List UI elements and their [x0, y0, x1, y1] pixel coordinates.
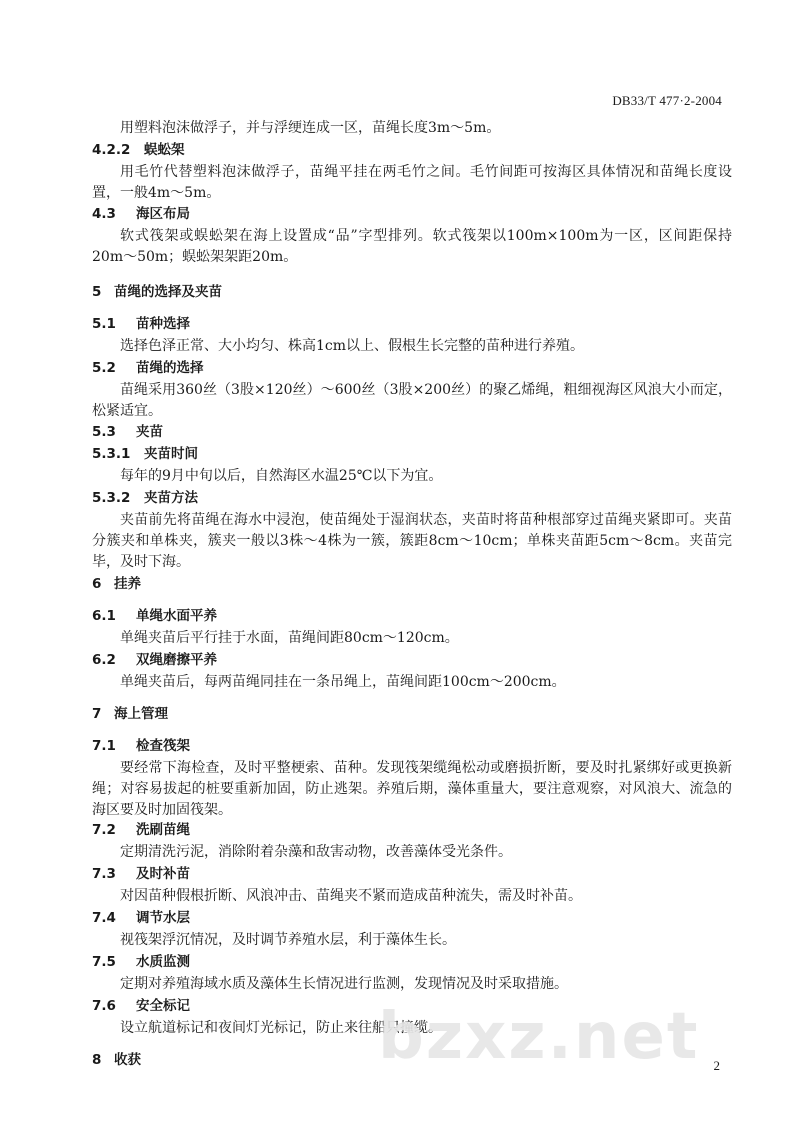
section-title: 苗绳的选择及夹苗	[114, 284, 222, 300]
section-title: 双绳磨擦平养	[136, 652, 217, 668]
paragraph: 每年的9月中旬以后，自然海区水温25℃以下为宜。	[120, 468, 443, 484]
watermark: bzxz.net	[378, 1000, 700, 1074]
subsection-heading	[92, 140, 732, 160]
paragraph: 单绳夹苗后，每两苗绳同挂在一条吊绳上，苗绳间距100cm～200cm。	[120, 674, 566, 690]
paragraph: 单绳夹苗后平行挂于水面，苗绳间距80cm～120cm。	[120, 630, 459, 646]
section-title: 调节水层	[136, 910, 190, 926]
subsection-heading	[92, 488, 732, 508]
paragraph: 定期清洗污泥，消除附着杂藻和敌害动物，改善藻体受光条件。	[120, 844, 512, 860]
section-number: 4.2.2	[92, 142, 131, 158]
section-title: 苗种选择	[136, 316, 190, 332]
section-number: 5.3.1	[92, 446, 131, 462]
section-number: 7	[92, 706, 102, 722]
section-title: 及时补苗	[136, 866, 190, 882]
paragraph: 夹苗前先将苗绳在海水中浸泡，使苗绳处于湿润状态，夹苗时将苗种根部穿过苗绳夹紧即可。夹苗分簇夹和单株夹，簇夹一般以3株～4株为一簇，簇距8cm～10cm；单株夹苗距5cm～8cm。夹苗完毕，及时下海。	[92, 512, 732, 570]
section-number: 6.1	[92, 608, 116, 624]
section-number: 4.3	[92, 206, 116, 222]
section-title: 洗刷苗绳	[136, 822, 190, 838]
section-title: 苗绳的选择	[136, 360, 204, 376]
subsection-heading	[92, 314, 732, 334]
section-number: 5.1	[92, 316, 116, 332]
section-heading	[92, 704, 732, 724]
section-title: 夹苗方法	[144, 490, 198, 506]
paragraph: 对因苗种假根折断、风浪冲击、苗绳夹不紧而造成苗种流失，需及时补苗。	[120, 888, 582, 904]
section-title: 安全标记	[136, 998, 190, 1014]
paragraph: 设立航道标记和夜间灯光标记，防止来往船只撞缆。	[120, 1020, 442, 1036]
paragraph: 软式筏架或蜈蚣架在海上设置成“品”字型排列。软式筏架以100m×100m为一区，区间距保持20m～50m；蜈蚣架架距20m。	[92, 228, 732, 265]
section-number: 5.3	[92, 424, 116, 440]
section-title: 水质监测	[136, 954, 190, 970]
section-title: 蜈蚣架	[144, 142, 185, 158]
section-heading	[92, 282, 732, 302]
section-title: 挂养	[114, 576, 141, 592]
section-number: 7.4	[92, 910, 116, 926]
section-title: 海区布局	[136, 206, 190, 222]
subsection-heading	[92, 864, 732, 884]
subsection-heading	[92, 606, 732, 626]
section-number: 7.6	[92, 998, 116, 1014]
section-number: 7.3	[92, 866, 116, 882]
section-title: 夹苗时间	[144, 446, 198, 462]
subsection-heading	[92, 736, 732, 756]
section-title: 单绳水面平养	[136, 608, 217, 624]
section-number: 5.2	[92, 360, 116, 376]
section-title: 检查筏架	[136, 738, 190, 754]
subsection-heading	[92, 444, 732, 464]
section-title: 收获	[114, 1052, 141, 1068]
paragraph: 选择色泽正常、大小均匀、株高1cm以上、假根生长完整的苗种进行养殖。	[120, 338, 585, 354]
section-number: 7.1	[92, 738, 116, 754]
paragraph: 苗绳采用360丝（3股×120丝）～600丝（3股×200丝）的聚乙烯绳，粗细视海区风浪大小而定，松紧适宜。	[92, 382, 732, 419]
page-number: 2	[713, 1058, 720, 1073]
subsection-heading	[92, 422, 732, 442]
subsection-heading	[92, 358, 732, 378]
section-number: 8	[92, 1052, 102, 1068]
document-code: DB33/T 477·2-2004	[612, 93, 722, 108]
paragraph: 用塑料泡沫做浮子，并与浮绠连成一区，苗绳长度3m～5m。	[120, 120, 501, 136]
section-heading	[92, 574, 732, 594]
section-number: 5.3.2	[92, 490, 131, 506]
subsection-heading	[92, 952, 732, 972]
paragraph: 用毛竹代替塑料泡沫做浮子，苗绳平挂在两毛竹之间。毛竹间距可按海区具体情况和苗绳长度设置，一般4m～5m。	[92, 164, 732, 201]
subsection-heading	[92, 204, 732, 224]
paragraph: 要经常下海检查，及时平整梗索、苗种。发现筏架缆绳松动或磨损折断，要及时扎紧绑好或更换新绳；对容易拔起的桩要重新加固，防止逃架。养殖后期，藻体重量大，要注意观察，对风浪大、流急的海区要及时加固筏架。	[92, 760, 732, 818]
paragraph: 视筏架浮沉情况，及时调节养殖水层，利于藻体生长。	[120, 932, 456, 948]
section-number: 7.5	[92, 954, 116, 970]
subsection-heading	[92, 820, 732, 840]
section-number: 6.2	[92, 652, 116, 668]
section-title: 夹苗	[136, 424, 163, 440]
subsection-heading	[92, 908, 732, 928]
paragraph: 定期对养殖海域水质及藻体生长情况进行监测，发现情况及时采取措施。	[120, 976, 568, 992]
section-number: 5	[92, 284, 102, 300]
section-title: 海上管理	[114, 706, 168, 722]
subsection-heading	[92, 650, 732, 670]
section-number: 7.2	[92, 822, 116, 838]
section-number: 6	[92, 576, 102, 592]
